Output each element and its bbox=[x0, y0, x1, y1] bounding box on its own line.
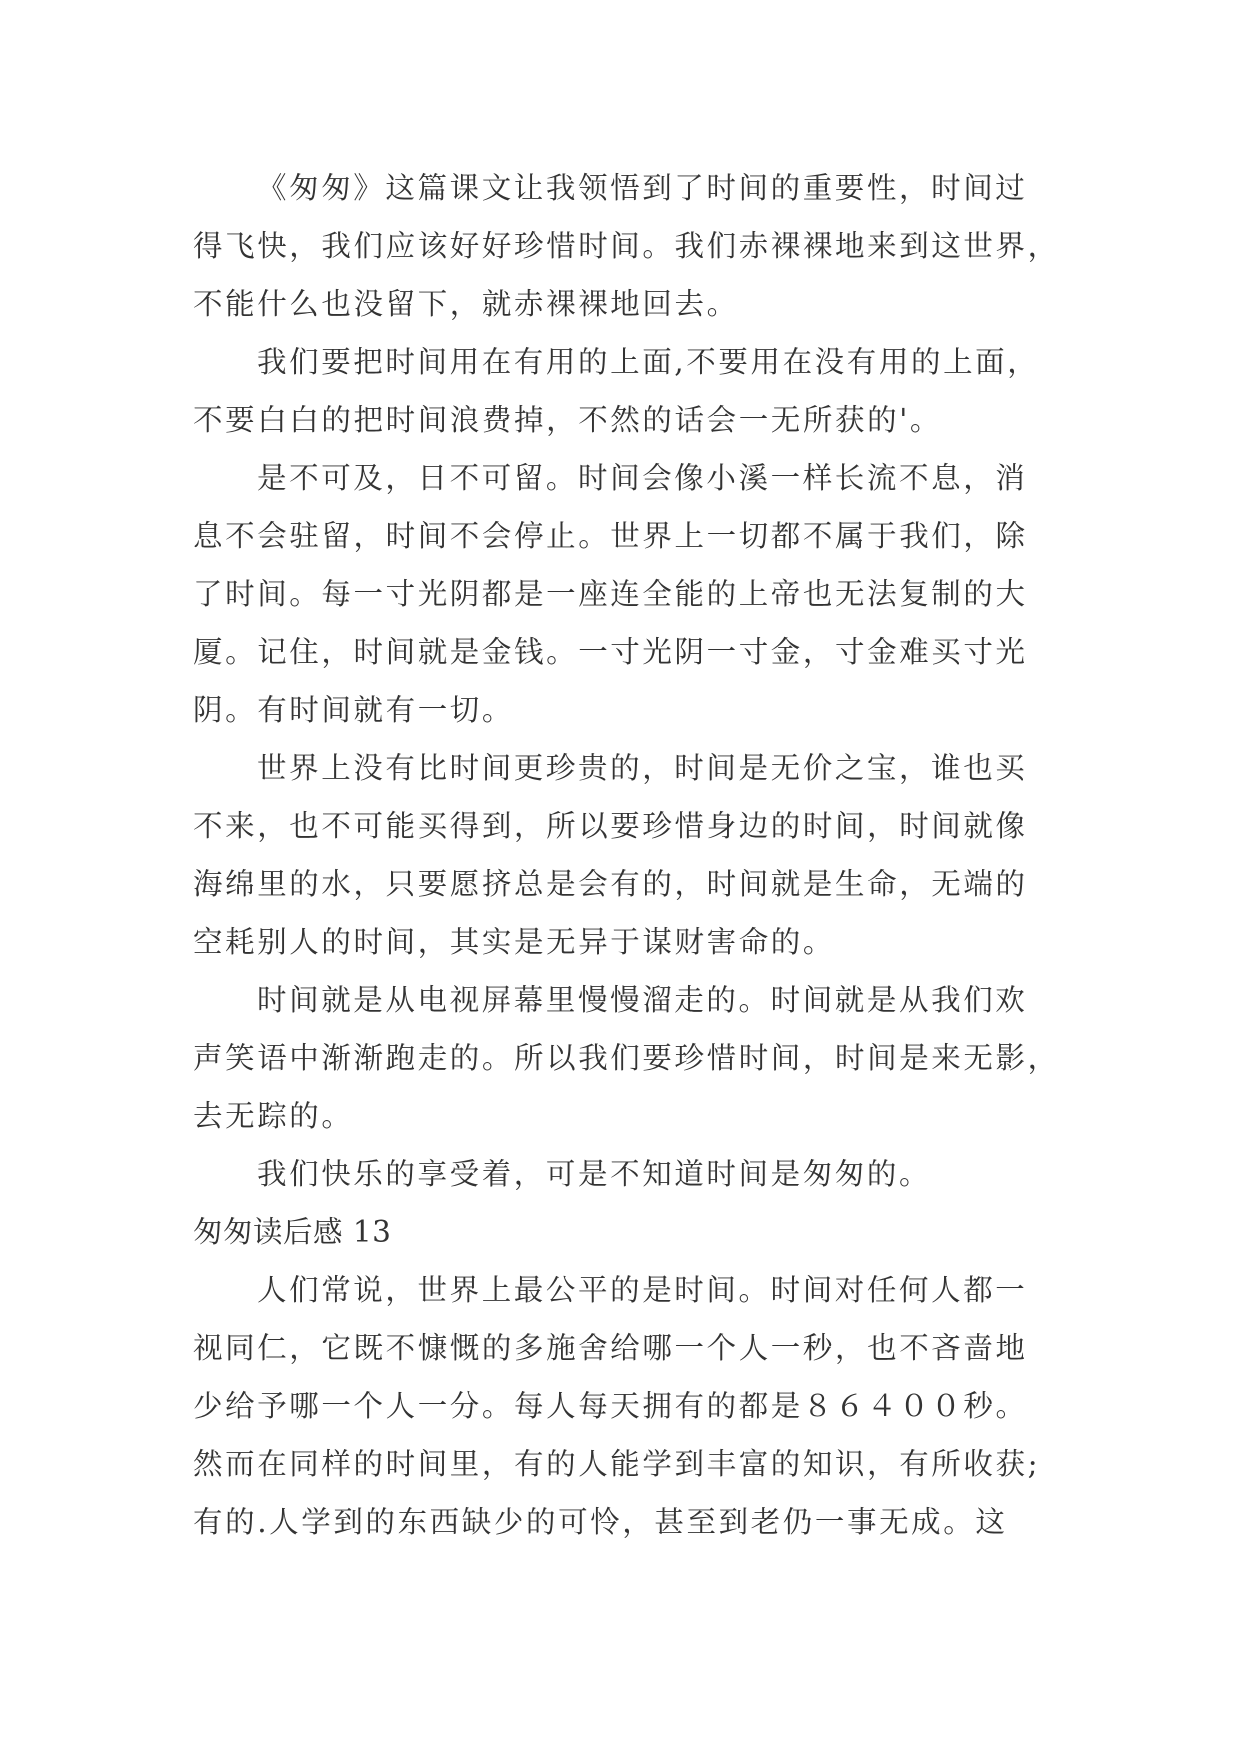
paragraph-3-line-2: 息不会驻留，时间不会停止。世界上一切都不属于我们，除 bbox=[193, 519, 1028, 553]
paragraph-4-line-2: 不来，也不可能买得到，所以要珍惜身边的时间，时间就像 bbox=[193, 809, 1028, 843]
paragraph-1-line-2: 得飞快，我们应该好好珍惜时间。我们赤裸裸地来到这世界， bbox=[193, 229, 1060, 263]
paragraph-1-line-3: 不能什么也没留下，就赤裸裸地回去。 bbox=[193, 287, 739, 321]
paragraph-3-line-1: 是不可及，日不可留。时间会像小溪一样长流不息，消 bbox=[257, 461, 1028, 495]
paragraph-3-line-4: 厦。记住，时间就是金钱。一寸光阴一寸金，寸金难买寸光 bbox=[193, 635, 1028, 669]
paragraph-7-line-2: 视同仁，它既不慷慨的多施舍给哪一个人一秒，也不吝啬地 bbox=[193, 1331, 1028, 1365]
paragraph-7-line-4: 然而在同样的时间里，有的人能学到丰富的知识，有所收获; bbox=[193, 1447, 1041, 1481]
paragraph-6-line-1: 我们快乐的享受着，可是不知道时间是匆匆的。 bbox=[257, 1157, 932, 1191]
paragraph-1-line-1: 《匆匆》这篇课文让我领悟到了时间的重要性，时间过 bbox=[257, 171, 1028, 205]
paragraph-7-line-3: 少给予哪一个人一分。每人每天拥有的都是８６４００秒。 bbox=[193, 1389, 1028, 1423]
paragraph-5-line-2: 声笑语中渐渐跑走的。所以我们要珍惜时间，时间是来无影， bbox=[193, 1041, 1060, 1075]
paragraph-3-line-3: 了时间。每一寸光阴都是一座连全能的上帝也无法复制的大 bbox=[193, 577, 1028, 611]
paragraph-5-line-1: 时间就是从电视屏幕里慢慢溜走的。时间就是从我们欢 bbox=[257, 983, 1028, 1017]
section-heading: 匆匆读后感 13 bbox=[193, 1215, 392, 1249]
paragraph-4-line-4: 空耗别人的时间，其实是无异于谋财害命的。 bbox=[193, 925, 836, 959]
paragraph-2-line-2: 不要白白的把时间浪费掉，不然的话会一无所获的'。 bbox=[193, 403, 943, 437]
paragraph-5-line-3: 去无踪的。 bbox=[193, 1099, 354, 1133]
paragraph-2-line-1: 我们要把时间用在有用的上面,不要用在没有用的上面， bbox=[257, 345, 1040, 379]
paragraph-7-line-1: 人们常说，世界上最公平的是时间。时间对任何人都一 bbox=[257, 1273, 1028, 1307]
paragraph-4-line-1: 世界上没有比时间更珍贵的，时间是无价之宝，谁也买 bbox=[257, 751, 1028, 785]
paragraph-3-line-5: 阴。有时间就有一切。 bbox=[193, 693, 515, 727]
paragraph-7-line-5: 有的.人学到的东西缺少的可怜，甚至到老仍一事无成。这 bbox=[193, 1505, 1008, 1539]
paragraph-4-line-3: 海绵里的水，只要愿挤总是会有的，时间就是生命，无端的 bbox=[193, 867, 1028, 901]
